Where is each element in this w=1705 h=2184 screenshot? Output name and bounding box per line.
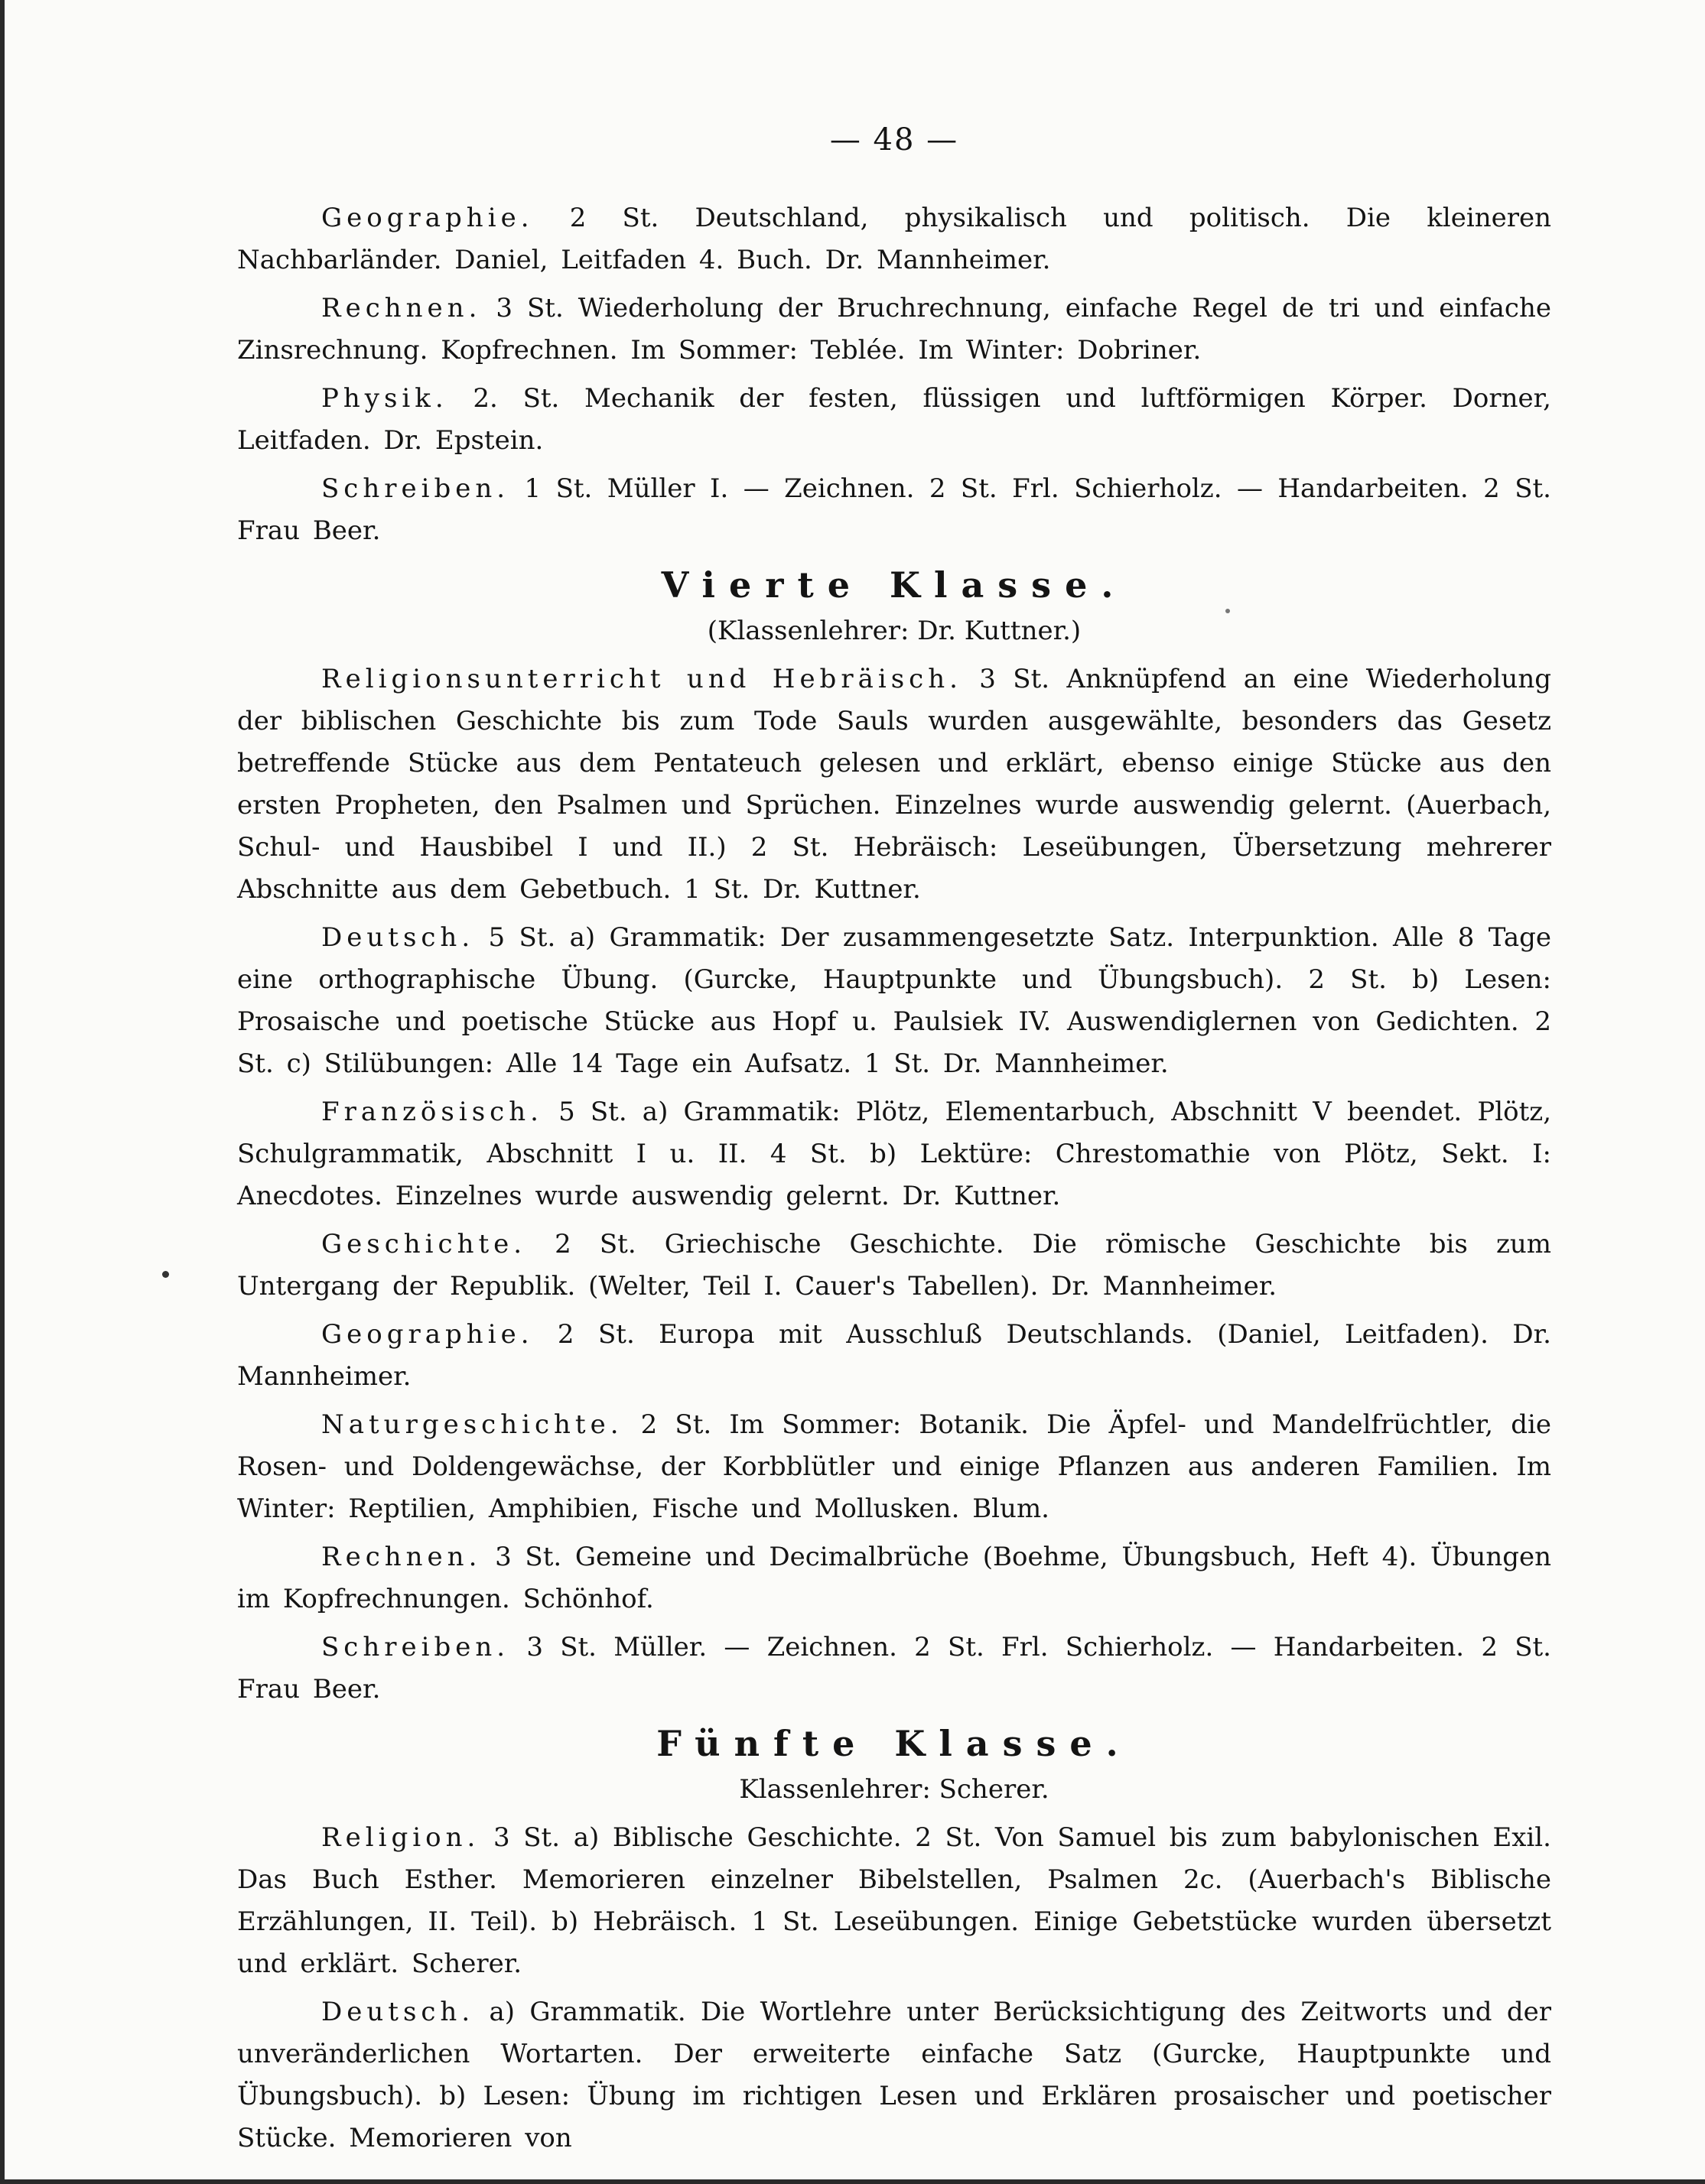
paragraph-text: 3 St. Müller. — Zeichnen. 2 St. Frl. Schierholz. — Handarbeiten. 2 St. Frau Beer. <box>237 1632 1551 1705</box>
subject-label: Rechnen. <box>321 293 482 323</box>
subject-label: Geographie. <box>321 203 534 233</box>
page <box>237 122 1551 2166</box>
paragraph-text: 2. St. Mechanik der festen, flüssigen und luftförmigen Körper. Dorner, Leitfaden. Dr. Epstein. <box>237 383 1551 456</box>
subject-label: Rechnen. <box>321 1542 482 1572</box>
paragraph-text: 1 St. Müller I. — Zeichnen. 2 St. Frl. Schierholz. — Handarbeiten. 2 St. Frau Beer. <box>237 473 1551 546</box>
paragraph <box>237 288 1551 372</box>
paragraph-text: 2 St. Deutschland, physikalisch und politisch. Die kleineren Nachbarländer. Daniel, Leitfaden 4. Buch. Dr. Mannheimer. <box>237 203 1551 275</box>
subject-label: Deutsch. <box>321 1997 475 2027</box>
fuenfte-klasse-section <box>237 1817 1551 2160</box>
paragraph <box>237 1314 1551 1398</box>
subject-label: Schreiben. <box>321 1632 510 1662</box>
subject-label: Schreiben. <box>321 473 510 504</box>
vierte-klasse-section <box>237 658 1551 1711</box>
paragraph <box>237 658 1551 911</box>
paragraph <box>237 1817 1551 1985</box>
paragraph-text: 2 St. Griechische Geschichte. Die römische Geschichte bis zum Untergang der Republik. (Welter, Teil I. Cauer's Tabellen). Dr. Mannheimer. <box>237 1229 1551 1302</box>
page-number: — 48 — <box>829 122 959 158</box>
paragraph-text: 3 St. a) Biblische Geschichte. 2 St. Von Samuel bis zum babylonischen Exil. Das Buch Esther. Memorieren einzelner Bibelstellen, Psalmen 2c. (Auerbach's Biblische Erzählungen, II. Teil). b) Hebräisch. 1 St. Leseübungen. Einige Gebetstücke wurden übersetzt und erklärt. Scherer. <box>237 1822 1551 1979</box>
scan-speck <box>162 1271 169 1278</box>
section-heading-vierte-klasse: Vierte Klasse. <box>661 564 1127 606</box>
paragraph-text: 2 St. Im Sommer: Botanik. Die Äpfel- und Mandelfrüchtler, die Rosen- und Doldengewächse, der Korbblütler und einige Pflanzen aus anderen Familien. Im Winter: Reptilien, Amphibien, Fische und Mollusken. Blum. <box>237 1409 1551 1524</box>
section-heading-fuenfte-klasse: Fünfte Klasse. <box>656 1723 1132 1764</box>
section-subheading: (Klassenlehrer: Dr. Kuttner.) <box>707 616 1082 646</box>
subject-label: Physik. <box>321 383 448 414</box>
paragraph <box>237 1627 1551 1711</box>
paragraph <box>237 917 1551 1085</box>
paragraph <box>237 1091 1551 1217</box>
paragraph <box>237 468 1551 552</box>
paragraph <box>237 1224 1551 1308</box>
paragraph <box>237 1404 1551 1530</box>
paragraph-text: 5 St. a) Grammatik: Plötz, Elementarbuch, Abschnitt V beendet. Plötz, Schulgrammatik, Abschnitt I u. II. 4 St. b) Lektüre: Chrestomathie von Plötz, Sekt. I: Anecdotes. Einzelnes wurde auswendig gelernt. Dr. Kuttner. <box>237 1097 1551 1211</box>
subject-label: Geographie. <box>321 1319 534 1350</box>
top-section <box>237 197 1551 552</box>
paragraph <box>237 197 1551 281</box>
paragraph-text: 3 St. Anknüpfend an eine Wiederholung der biblischen Geschichte bis zum Tode Sauls wurden ausgewählte, besonders das Gesetz betreffende Stücke aus dem Pentateuch gelesen und erklärt, ebenso einige Stücke aus den ersten Propheten, den Psalmen und Sprüchen. Einzelnes wurde auswendig gelernt. (Auerbach, Schul- und Hausbibel I und II.) 2 St. Hebräisch: Leseübungen, Übersetzung mehrerer Abschnitte aus dem Gebetbuch. 1 St. Dr. Kuttner. <box>237 664 1551 905</box>
subject-label: Geschichte. <box>321 1229 527 1259</box>
paragraph-text: 3 St. Wiederholung der Bruchrechnung, einfache Regel de tri und einfache Zinsrechnung. Kopfrechnen. Im Sommer: Teblée. Im Winter: Dobriner. <box>237 293 1551 366</box>
subject-label: Deutsch. <box>321 922 475 953</box>
subject-label: Französisch. <box>321 1097 543 1127</box>
paragraph <box>237 1991 1551 2160</box>
subject-label: Religion. <box>321 1822 480 1853</box>
paragraph <box>237 1536 1551 1620</box>
paragraph-text: 2 St. Europa mit Ausschluß Deutschlands. (Daniel, Leitfaden). Dr. Mannheimer. <box>237 1319 1551 1392</box>
subject-label: Religionsunterricht und Hebräisch. <box>321 664 962 694</box>
subject-label: Naturgeschichte. <box>321 1409 623 1440</box>
paragraph <box>237 378 1551 462</box>
paragraph-text: 3 St. Gemeine und Decimalbrüche (Boehme, Übungsbuch, Heft 4). Übungen im Kopfrechnungen. Schönhof. <box>237 1542 1551 1614</box>
paragraph-text: 5 St. a) Grammatik: Der zusammengesetzte Satz. Interpunktion. Alle 8 Tage eine orthographische Übung. (Gurcke, Hauptpunkte und Übungsbuch). 2 St. b) Lesen: Prosaische und poetische Stücke aus Hopf u. Paulsiek IV. Auswendiglernen von Gedichten. 2 St. c) Stilübungen: Alle 14 Tage ein Aufsatz. 1 St. Dr. Mannheimer. <box>237 922 1551 1079</box>
section-subheading: Klassenlehrer: Scherer. <box>739 1774 1049 1805</box>
paragraph-text: a) Grammatik. Die Wortlehre unter Berücksichtigung des Zeitworts und der unveränderlichen Wortarten. Der erweiterte einfache Satz (Gurcke, Hauptpunkte und Übungsbuch). b) Lesen: Übung im richtigen Lesen und Erklären prosaischer und poetischer Stücke. Memorieren von <box>237 1997 1551 2153</box>
